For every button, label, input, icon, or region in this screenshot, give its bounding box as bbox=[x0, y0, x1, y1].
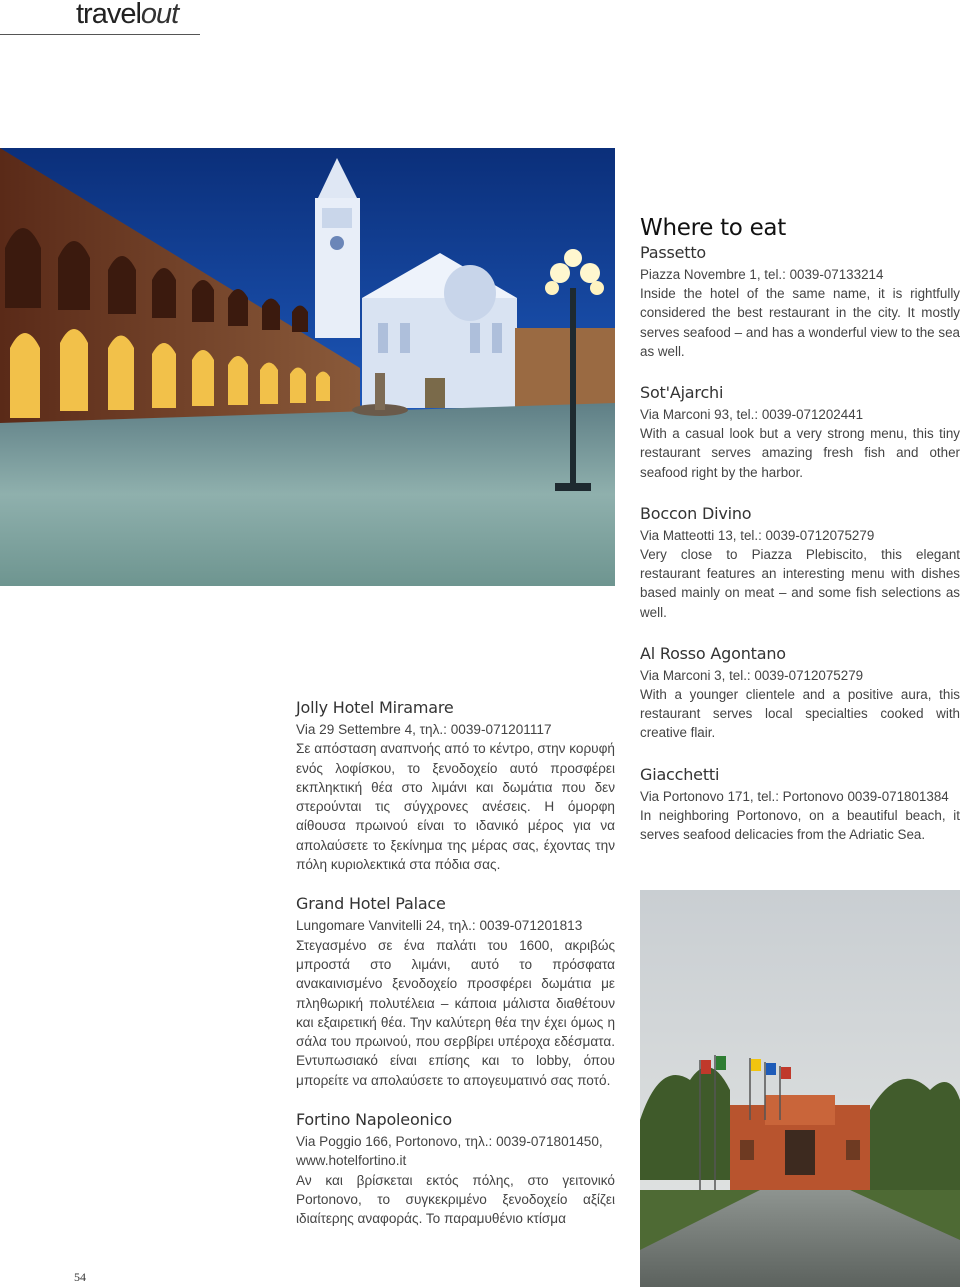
hotel-entry bbox=[296, 894, 615, 1090]
restaurant-name: Boccon Divino bbox=[640, 503, 752, 523]
hotel-address: Via Poggio 166, Portonovo, τηλ.: 0039-071801450, www.hotelfortino.it bbox=[296, 1134, 603, 1169]
restaurant-entry bbox=[640, 243, 960, 361]
page-header bbox=[0, 0, 200, 35]
restaurant-entry bbox=[640, 765, 960, 845]
restaurant-name: Passetto bbox=[640, 243, 706, 262]
hotel-description: Αν και βρίσκεται εκτός πόλης, στο γειτονικό Portonovo, το συγκεκριμένο ξενοδοχείο αξίζει ιδιαίτερης αναφοράς. Το παραμυθένιο κτίσμα bbox=[296, 1172, 615, 1227]
hotel-description: Σε απόσταση αναπνοής από το κέντρο, στην κορυφή ενός λοφίσκου, το ξενοδοχείο αυτό προσφέρει εκπληκτική θέα στο λιμάνι και δωμάτια που δεν στερούνται τις σύγχρονες ανέσεις. Η όμορφη αίθουσα πρωινού είναι το ιδανικό μέρος για να απολαύσετε το ξεκίνημα της μέρας σας, έχοντας την πόλη κυριολεκτικά στα πόδια σας. bbox=[296, 741, 615, 873]
restaurant-description: With a younger clientele and a positive aura, this restaurant serves local specialties cooked with creative flair. bbox=[640, 687, 960, 741]
restaurant-name: Sot'Ajarchi bbox=[640, 383, 724, 403]
section-title: Where to eat bbox=[640, 215, 786, 241]
restaurant-address: Via Matteotti 13, tel.: 0039-0712075279 bbox=[640, 527, 875, 543]
basilica-piazza-photo bbox=[0, 148, 615, 586]
page-number: 54 bbox=[74, 1270, 86, 1284]
hotel-entry bbox=[296, 1110, 615, 1228]
hotel-entry bbox=[296, 698, 615, 874]
hotel-courtyard-photo bbox=[640, 890, 960, 1287]
restaurant-address: Via Marconi 3, tel.: 0039-0712075279 bbox=[640, 667, 864, 683]
restaurant-entry bbox=[640, 383, 960, 482]
restaurant-description: In neighboring Portonovo, on a beautiful beach, it serves seafood delicacies from the Adriatic Sea. bbox=[640, 807, 960, 843]
hotel-name: Fortino Napoleonico bbox=[296, 1110, 452, 1130]
restaurant-name: Al Rosso Agontano bbox=[640, 643, 786, 663]
restaurant-address: Via Portonovo 171, tel.: Portonovo 0039-071801384 bbox=[640, 788, 949, 804]
hotel-name: Jolly Hotel Miramare bbox=[296, 698, 454, 717]
where-to-eat-column bbox=[640, 215, 960, 866]
restaurant-address: Via Marconi 93, tel.: 0039-071202441 bbox=[640, 407, 864, 423]
hotel-address: Lungomare Vanvitelli 24, τηλ.: 0039-071201813 bbox=[296, 918, 583, 934]
hotel-name: Grand Hotel Palace bbox=[296, 894, 446, 914]
hotel-address: Via 29 Settembre 4, τηλ.: 0039-071201117 bbox=[296, 722, 552, 737]
restaurant-entry bbox=[640, 504, 960, 622]
restaurant-description: With a casual look but a very strong menu, this tiny restaurant serves amazing fresh fish and other seafood right by the harbor. bbox=[640, 426, 960, 480]
hotels-column bbox=[296, 698, 615, 1251]
restaurant-entry bbox=[640, 644, 960, 743]
hotel-description: Στεγασμένο σε ένα παλάτι του 1600, ακριβώς μπροστά στο λιμάνι, αυτό το πρόσφατα ανακαινισμένο ξενοδοχείο προσφέρει δωμάτια με πληθωρική πολυτέλεια – κάποια μάλιστα διαθέτουν και εξαιρετική θέα. Την καλύτερη θέα την έχει όμως η σάλα του πρωινού, που σερβίρει υπέροχα εδέσματα. Εντυπωσιακό είναι επίσης και το lobby, όπου μπορείτε να απολαύσετε το απογευματινό σας ποτό. bbox=[296, 937, 615, 1088]
restaurant-description: Very close to Piazza Plebiscito, this elegant restaurant features an interesting menu with dishes based mainly on meat – and some fish selections as well. bbox=[640, 547, 960, 620]
restaurant-name: Giacchetti bbox=[640, 764, 720, 784]
restaurant-description: Inside the hotel of the same name, it is rightfully considered the best restaurant in the city. It mostly serves seafood – and has a wonderful view to the sea as well. bbox=[640, 286, 960, 359]
magazine-section-logo: travelout bbox=[76, 0, 179, 30]
restaurant-address: Piazza Novembre 1, tel.: 0039-07133214 bbox=[640, 267, 884, 282]
